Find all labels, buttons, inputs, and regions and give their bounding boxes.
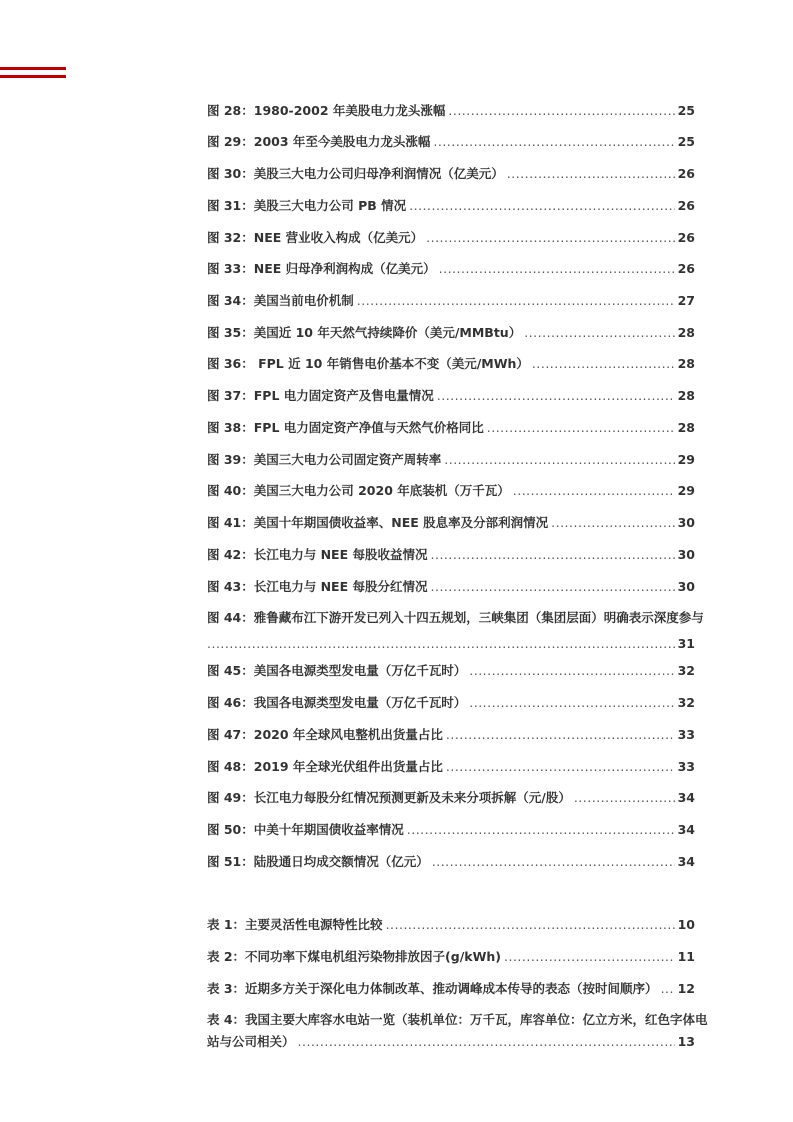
toc-entry-fig-42[interactable] — [207, 547, 695, 563]
toc-entry-page: 28 — [677, 356, 695, 371]
toc-entry-label: 图 51：陆股通日均成交额情况（亿元） — [207, 854, 429, 869]
toc-entry-label: 图 50：中美十年期国债收益率情况 — [207, 822, 404, 837]
toc-entry-label: 图 48：2019 年全球光伏组件出货量占比 — [207, 759, 443, 774]
leader-dots — [504, 949, 675, 965]
toc-entry-table-3[interactable] — [207, 981, 695, 997]
toc-entry-label: 图 47：2020 年全球风电整机出货量占比 — [207, 727, 443, 742]
leader-dots — [574, 790, 675, 806]
toc-entry-label: 表 2：不同功率下煤电机组污染物排放因子(g/kWh) — [207, 949, 501, 964]
toc-entry-fig-34[interactable] — [207, 293, 695, 309]
toc-entry-page: 34 — [677, 854, 695, 869]
toc-entry-label: 图 40：美国三大电力公司 2020 年底装机（万千瓦） — [207, 483, 510, 498]
leader-dots — [439, 261, 675, 277]
toc-entry-fig-32[interactable] — [207, 230, 695, 246]
toc-entry-label: 图 28：1980-2002 年美股电力龙头涨幅 — [207, 103, 446, 118]
leader-dots — [431, 547, 675, 563]
leader-dots — [431, 579, 675, 595]
toc-entry-table-2[interactable] — [207, 949, 695, 965]
toc-entry-fig-48[interactable] — [207, 759, 695, 775]
toc-entry-fig-43[interactable] — [207, 579, 695, 595]
toc-entry-fig-37[interactable] — [207, 388, 695, 404]
toc-entry-page: 28 — [677, 420, 695, 435]
leader-dots — [357, 293, 675, 309]
leader-dots — [386, 917, 675, 933]
toc-entry-label: 图 42：长江电力与 NEE 每股收益情况 — [207, 547, 428, 562]
leader-dots — [446, 759, 675, 775]
toc-entry-page: 26 — [677, 198, 695, 213]
toc-entry-fig-35[interactable] — [207, 325, 695, 341]
toc-entry-page: 25 — [677, 134, 695, 149]
toc-entry-page: 33 — [677, 727, 695, 742]
leader-dots — [469, 663, 674, 679]
toc-entry-page: 30 — [677, 579, 695, 594]
leader-dots — [524, 325, 674, 341]
toc-entry-page: 31 — [677, 636, 695, 651]
toc-entry-label: 图 41：美国十年期国债收益率、NEE 股息率及分部利润情况 — [207, 515, 549, 530]
toc-entry-fig-39[interactable] — [207, 452, 695, 468]
leader-dots — [298, 1034, 675, 1050]
toc-entry-label: 图 30：美股三大电力公司归母净利润情况（亿美元） — [207, 166, 504, 181]
toc-entry-label: 图 43：长江电力与 NEE 每股分红情况 — [207, 579, 428, 594]
toc-entry-page: 32 — [677, 695, 695, 710]
toc-entry-fig-38[interactable] — [207, 420, 695, 436]
toc-entry-label: 图 49：长江电力每股分红情况预测更新及未来分项拆解（元/股） — [207, 790, 571, 805]
toc-entry-fig-46[interactable] — [207, 695, 695, 711]
toc-entry-page: 25 — [677, 103, 695, 118]
leader-dots — [437, 388, 675, 404]
leader-dots — [207, 636, 675, 652]
toc-entry-label: 图 31：美股三大电力公司 PB 情况 — [207, 198, 407, 213]
toc-entry-fig-50[interactable] — [207, 822, 695, 838]
toc-entry-page: 34 — [677, 822, 695, 837]
toc-entry-label: 图 38：FPL 电力固定资产净值与天然气价格同比 — [207, 420, 484, 435]
toc-entry-label: 图 29：2003 年至今美股电力龙头涨幅 — [207, 134, 431, 149]
toc-entry-label: 表 4：我国主要大库容水电站一览（装机单位：万千瓦，库容单位：亿立方米，红色字体电 — [207, 1012, 708, 1027]
toc-entry-label: 图 44：雅鲁藏布江下游开发已列入十四五规划，三峡集团（集团层面）明确表示深度参与 — [207, 610, 704, 625]
toc-entry-page: 30 — [677, 547, 695, 562]
toc-entry-page: 30 — [677, 515, 695, 530]
toc-entry-fig-51[interactable] — [207, 854, 695, 870]
toc-entry-page: 33 — [677, 759, 695, 774]
toc-entry-label-cont: 站与公司相关） — [207, 1034, 295, 1049]
toc-entry-label: 图 45：美国各电源类型发电量（万亿千瓦时） — [207, 663, 467, 678]
toc-entry-label: 图 39：美国三大电力公司固定资产周转率 — [207, 452, 442, 467]
toc-entry-page: 29 — [677, 483, 695, 498]
toc-entry-page: 10 — [677, 917, 695, 932]
toc-entry-label: 图 37：FPL 电力固定资产及售电量情况 — [207, 388, 434, 403]
leader-dots — [513, 483, 675, 499]
toc-entry-label: 图 36： FPL 近 10 年销售电价基本不变（美元/MWh） — [207, 356, 529, 371]
toc-entry-fig-47[interactable] — [207, 727, 695, 743]
toc-entry-page: 29 — [677, 452, 695, 467]
leader-dots — [661, 981, 675, 997]
leader-dots — [444, 452, 674, 468]
leader-dots — [551, 515, 674, 531]
toc-entry-fig-30[interactable] — [207, 166, 695, 182]
toc-entry-page: 28 — [677, 388, 695, 403]
leader-dots — [432, 854, 675, 870]
leader-dots — [407, 822, 675, 838]
toc-entry-page: 26 — [677, 261, 695, 276]
toc-entry-table-1[interactable] — [207, 917, 695, 933]
toc-entry-fig-33[interactable] — [207, 261, 695, 277]
toc-entry-fig-28[interactable] — [207, 103, 695, 119]
leader-dots — [532, 356, 675, 372]
toc-entry-label: 表 3：近期多方关于深化电力体制改革、推动调峰成本传导的表态（按时间顺序） — [207, 981, 658, 996]
leader-dots — [507, 166, 675, 182]
header-accent-bar — [0, 67, 66, 70]
leader-dots — [426, 230, 674, 246]
toc-entry-label: 图 32：NEE 营业收入构成（亿美元） — [207, 230, 424, 245]
toc-entry-label: 图 34：美国当前电价机制 — [207, 293, 354, 308]
toc-entry-label: 表 1：主要灵活性电源特性比较 — [207, 917, 383, 932]
toc-entry-fig-41[interactable] — [207, 515, 695, 531]
toc-entry-fig-45[interactable] — [207, 663, 695, 679]
toc-entry-table-4[interactable] — [207, 1012, 708, 1050]
toc-entry-page: 28 — [677, 325, 695, 340]
toc-entry-page: 11 — [677, 949, 695, 964]
leader-dots — [409, 198, 674, 214]
toc-entry-page: 26 — [677, 230, 695, 245]
leader-dots — [469, 695, 674, 711]
toc-entry-fig-36[interactable] — [207, 356, 695, 372]
toc-entry-page: 32 — [677, 663, 695, 678]
leader-dots — [433, 134, 674, 150]
toc-entry-page: 34 — [677, 790, 695, 805]
toc-entry-label: 图 46：我国各电源类型发电量（万亿千瓦时） — [207, 695, 467, 710]
header-accent-bar — [0, 75, 66, 78]
leader-dots — [487, 420, 675, 436]
toc-entry-page: 27 — [677, 293, 695, 308]
toc-entry-fig-40[interactable] — [207, 483, 695, 499]
leader-dots — [448, 103, 674, 119]
toc-entry-page: 26 — [677, 166, 695, 181]
toc-entry-fig-44[interactable] — [207, 610, 704, 652]
toc-entry-page: 13 — [677, 1034, 695, 1049]
toc-entry-fig-31[interactable] — [207, 198, 695, 214]
toc-entry-page: 12 — [677, 981, 695, 996]
toc-entry-fig-29[interactable] — [207, 134, 695, 150]
toc-entry-label: 图 35：美国近 10 年天然气持续降价（美元/MMBtu） — [207, 325, 522, 340]
toc-entry-label: 图 33：NEE 归母净利润构成（亿美元） — [207, 261, 436, 276]
toc-entry-fig-49[interactable] — [207, 790, 695, 806]
leader-dots — [446, 727, 675, 743]
